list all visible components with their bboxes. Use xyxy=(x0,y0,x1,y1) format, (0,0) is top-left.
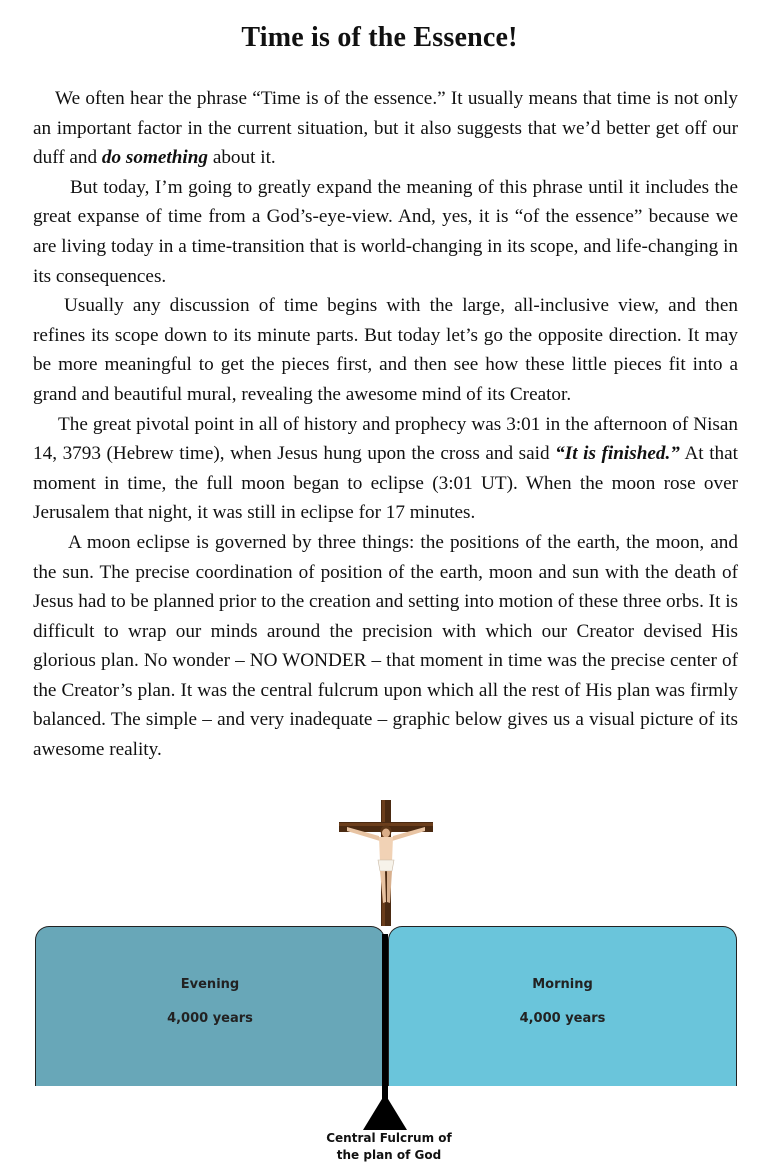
paragraph-4-quote: “It is finished.” xyxy=(555,443,680,465)
article-body xyxy=(33,84,738,765)
paragraph-4-text-b: At that moment in time, the full moon began to eclipse (3:01 UT). When the moon rose over Jerusalem that night, it was still in eclipse for 17 minutes. xyxy=(33,443,738,524)
fulcrum-label-line-2: the plan of God xyxy=(336,1148,442,1162)
paragraph-4-text-a: The great pivotal point in all of history and prophecy was 3:01 in the afternoon of Nisan 14, 3793 (Hebrew time), when Jesus hung upon the cross and said xyxy=(33,413,738,465)
paragraph-3: Usually any discussion of time begins with the large, all-inclusive view, and then refines its scope down to its minute parts. But today let’s go the opposite direction. It may be more meaningful to get the pieces first, and then see how these little pieces fit into a grand and beautiful mural, revealing the awesome mind of its Creator. xyxy=(33,295,738,405)
fulcrum-label-line-1: Central Fulcrum of xyxy=(326,1131,452,1145)
paragraph-1-text-b: about it. xyxy=(208,147,276,169)
fulcrum-triangle-icon xyxy=(363,1094,407,1130)
paragraph-1-text-a: We often hear the phrase “Time is of the essence.” It usually means that time is not only an important factor in the current situation, but it also suggests that we’d better get off our duff and xyxy=(33,88,738,169)
crucifix-image xyxy=(333,800,439,926)
evening-period-block xyxy=(35,926,385,1086)
paragraph-1 xyxy=(33,84,738,173)
center-pillar xyxy=(382,934,388,1104)
evening-label: Evening xyxy=(180,977,240,992)
paragraph-1-emphasis: do something xyxy=(101,147,209,169)
paragraph-2: But today, I’m going to greatly expand the meaning of this phrase until it includes the great expanse of time from a God’s-eye-view. And, yes, it is “of the essence” because we are living today in a time-transition that is world-changing in its scope, and life-changing in its consequences. xyxy=(33,176,738,287)
page-title: Time is of the Essence! xyxy=(241,22,518,53)
paragraph-5: A moon eclipse is governed by three things: the positions of the earth, the moon, and the sun. The precise coordination of position of the earth, moon and sun with the death of Jesus had to be planned prior to the creation and setting into motion of these three orbs. It is difficult to wrap our minds around the precision with which our Creator devised His glorious plan. No wonder – NO WONDER – that moment in time was the precise center of the Creator’s plan. It was the central fulcrum upon which all the rest of His plan was firmly balanced. The simple – and very inadequate – graphic below gives us a visual picture of its awesome reality. xyxy=(33,531,738,761)
fulcrum-label xyxy=(295,1130,483,1164)
morning-duration: 4,000 years xyxy=(519,1011,606,1026)
paragraph-4 xyxy=(33,410,738,528)
evening-duration: 4,000 years xyxy=(167,1011,253,1026)
morning-period-block xyxy=(388,926,737,1086)
morning-label: Morning xyxy=(532,977,593,992)
